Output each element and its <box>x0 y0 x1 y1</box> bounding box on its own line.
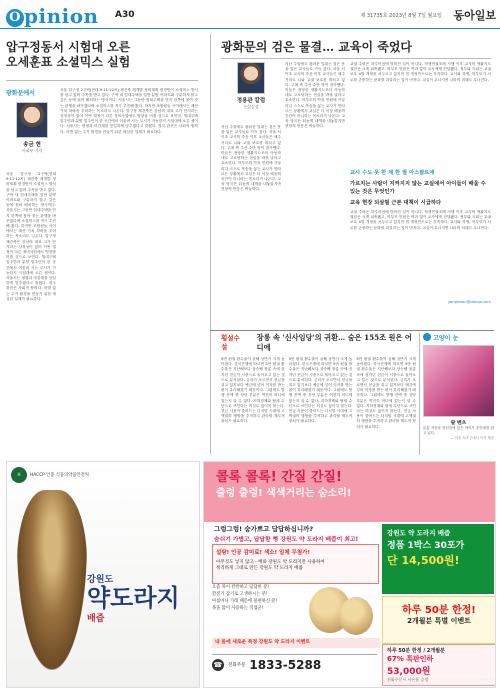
photo-kicker <box>423 333 494 342</box>
ad-headline1: 콜록 콜록! 간질 간질! <box>216 470 342 485</box>
left-divider <box>210 34 211 454</box>
column-body-col2: 지난 주말에도 광화문 일대는 검은 옷을 입은 교사들로 가득 찼다. 서울 서이초 교사의 죽음 이후 교사들은 매주 거리로 나와 교권 보호를 외치고 있다. 주최 측 추산 수만 명이 참가했다. 이들은 정당한 생활지도조차 아동학대로 고소당하는 현실을 바꿔 달라고 호소한다. 학부모의 악성 민원에 시달리다 스스로 목숨을 끊는 교사가 잇따르는 상황에서 교실은 더 이상 배움의 공간이 아니라는 목소리가 나온다. 교육 당국은 뒤늦게 대책을 내놓았지만 현장의 반응은 싸늘하다. <box>285 62 345 129</box>
bottom-left-body-wrap <box>221 357 416 455</box>
ad-green-price: 단 14,500원! <box>387 554 460 567</box>
bottom-right-photo-article <box>423 333 494 455</box>
column-body-right <box>350 62 491 325</box>
column-email: yongkwan@donga.com <box>447 300 491 304</box>
ad-left-line2: 약도라지 <box>87 583 180 612</box>
ad-offer-note: 전화주문시 사은품 증정 <box>387 677 429 682</box>
ad-event-band: 내 몸에 새로운 특정 강원도 약 도라지 이벤트 <box>212 638 380 648</box>
ad-check4: 목을 많이 사용하는 직업군! <box>212 606 264 611</box>
ad-offer-price2: 53,000원 <box>387 667 431 677</box>
photo-caption: 분홍 자동차 장난감에 앉은 아이가 운전대를 잡고 있다. <box>423 426 494 436</box>
ad-box-title: 설탕! 인공 감미료! 색소! 일체 무첨가! <box>216 550 310 556</box>
ad-left-brand <box>87 572 180 624</box>
ad-check3: 아침마다 가래 때문에 불편하신 분! <box>212 599 278 604</box>
column-subhead1: 교사 수도 못 한 채 한 필 아스팔트에 <box>350 170 435 176</box>
haccp-icon: H <box>11 467 27 483</box>
reporter-role: 사회부 기자 <box>21 148 43 153</box>
newspaper-brand: 동아일보 <box>453 9 496 22</box>
section-logo-text: pinion <box>24 4 99 28</box>
ad-no-additive-box <box>212 544 379 584</box>
column-headline-rule <box>221 58 491 59</box>
ad-phone-label: 전화주문 <box>228 663 246 668</box>
ad-banner <box>204 462 495 522</box>
left-headline-line2: 오세훈표 소셜믹스 실험 <box>6 55 131 69</box>
page-number: A30 <box>115 10 135 20</box>
ad-offer-label: 하루 50분 한정 / 2개월분 <box>387 648 445 654</box>
left-headline-line1: 압구정동서 시험대 오른 <box>6 40 131 54</box>
column-body-col1: 지난 주말에도 광화문 일대는 검은 옷을 입은 교사들로 가득 찼다. 서울 서이초 교사의 죽음 이후 교사들은 매주 거리로 나와 교권 보호를 외치고 있다. 주최 측 추산 수만 명이 참가했다. 이들은 정당한 생활지도조차 아동학대로 고소당하는 현실을 바꿔 달라고 호소한다. 학부모의 악성 민원에 시달리다 스스로 목숨을 끊는 교사가 잇따르는 상황에서 교실은 더 이상 배움의 공간이 아니라는 목소리가 나온다. 교육 당국은 뒤늦게 대책을 내놓았지만 현장의 반응은 싸늘하다. <box>221 125 281 192</box>
ad-green-title: 강원도 약 도라지 배즙 <box>387 529 451 537</box>
ad-green-line1: 정품 1박스 30포가 <box>387 541 465 551</box>
toy-car-photo <box>423 345 494 417</box>
ad-yellow-title: 하루 50분 한정! <box>402 605 476 616</box>
ad-left-line1: 강원도 <box>87 575 114 585</box>
bottom-left-article <box>221 333 416 455</box>
ad-line1: 그렁그렁! 숨가쁘고 답답하십니까? <box>214 525 314 533</box>
left-byline <box>6 88 58 168</box>
bottom-left-body-col2: 5만 원권 환수율이 올해 상반기 크게 높아졌다. 한국은행에 따르면 5만 원권 환수율은 지난해보다 상승해 장롱 속에 잠자던 현금이 시중으로 돌아오고 있는 것으로 분석된다. 금리가 오르면서 현금을 쥐고 있기보다 예금에 넣어 이자를 받는 편이 유리해졌기 때문이다. 그럼에도 발행 잔액 중 상당 부분은 여전히 어디에 있는지 알 수 없다. 지하경제와 탈세 수단으로 쓰인다는 의심도 끊이지 않는다. 현금 사용이 줄어드는 디지털 시대에 고액권의 행방을 추적하고 관리할 제도적 장치가 필요하다. <box>288 357 353 424</box>
ad-line2: 숨쉬기 가볍고, 답답함 뻥 강원도 약 도라지 배즙이 최고! <box>214 537 359 543</box>
bottom-right-divider <box>419 333 420 455</box>
ad-left-line3: 배즙 <box>87 614 105 624</box>
column-subhead2: 가르치는 사람이 지켜지지 않는 교실에서 아이들이 배울 수 있는 것은 무엇인가 <box>350 181 486 195</box>
ad-headline2: 출렁 출렁! 색색거리는 숨소리! <box>216 488 352 499</box>
photo-kicker-label: 고양이 눈 <box>433 335 459 342</box>
ad-check1: 요즘 목이 칼칼하고 답답한 분! <box>212 585 269 590</box>
ad-phone-number[interactable]: 1833-5288 <box>249 658 322 672</box>
ad-box-text1: 아무것도 넣지 않고 - 배와 강원도 약 도라지만 사용하여 <box>216 560 325 565</box>
left-body-col0: 서울 압구정 2구역(현대 9·11·12차) 재건축 재개발 정비계획 변경안이 소셜믹스 방식을 담고 있어 주목을 받고 있다. 구역 내 임대주택을 일반 분양 아파트와 구분하지 않고 같은 동에 섞어 배치하는 방식이다. 서울시는 그동안 임대주택을 단지 한쪽에 몰아 짓는 관행을 바꾸겠다며 소셜믹스를 적극 추진해 왔다. 하지만 조합원들 사이에서는 재산 가치 하락을 우려하는 목소리도 나온다. 압구정 재건축은 강남의 대표 고가 단지라는 상징성이 있어 이번 결정이 다른 정비사업에도 영향을 미칠 것으로 보인다. 임대주택 입주민과 분양 입주민이 한 공간에서 어울려 사는 도시가 가능한지 시험대에 오른 셈이다. 서울시는 평형과 마감재를 동일하게 맞추겠다고 밝혔다. 결국 관건은 사회적 합의다. 차별 없는 주거 환경을 만들기 위한 세심한 설계가 필요하다. <box>6 172 56 301</box>
column-body-col4: 교권 추락은 하루아침에 벌어진 일이 아니다. 학생인권조례 시행 이후 교사의 생활지도 권한은 크게 위축됐고, 학부모 민원은 여과 없이 교사에게 전달됐다. 정부와 국회는 교권 보호 4법 개정을 서두르고 있지만 법 개정만으로는 부족하다. 교사와 학생, 학부모가 서로를 존중하는 문화를 되살리는 일이 먼저다. 교실이 무너지면 나라의 미래도 무너진다. <box>350 210 491 230</box>
ad-right-promo <box>203 461 496 688</box>
reporter-name: 송금 현 <box>23 142 41 148</box>
ad-limited-box <box>382 596 496 644</box>
section-logo-initial: O <box>6 9 24 27</box>
dorayi-root-image <box>17 490 87 670</box>
column-body-col3: 교권 추락은 하루아침에 벌어진 일이 아니다. 학생인권조례 시행 이후 교사의 생활지도 권한은 크게 위축됐고, 학부모 민원은 여과 없이 교사에게 전달됐다. 정부와 국회는 교권 보호 4법 개정을 서두르고 있지만 법 개정만으로는 부족하다. 교사와 학생, 학부모가 서로를 존중하는 문화를 되살리는 일이 먼저다. 교실이 무너지면 나라의 미래도 무너진다. <box>350 62 491 82</box>
bottom-left-kicker: 횡설수설 <box>221 334 240 351</box>
section-logo <box>6 4 99 28</box>
left-kicker: 광화문에서 <box>6 90 35 97</box>
column-subhead3: 교육 현장 되살릴 근본 대책이 시급하다 <box>350 200 442 206</box>
bottom-left-headline: 장롱 속 '신사임당'의 귀환… 숨은 155조 원은 어디에 <box>256 333 412 352</box>
ad-box-text2: 정직하게 그대로 만든 강원도 약 도라지 배즙 <box>216 566 303 571</box>
cat-eye-icon <box>423 333 431 341</box>
photo-credit: — 서울 서초구에서 독자 제공 <box>450 436 494 441</box>
header-rule <box>0 28 500 29</box>
left-headline <box>6 40 206 70</box>
phone-icon: ☎ <box>213 661 223 669</box>
ad-offer-price1: 67% 특판인하 <box>387 655 434 663</box>
column-byline <box>221 62 281 122</box>
pear-image-2 <box>339 597 373 635</box>
ad-phone-area <box>212 654 377 683</box>
left-body-col1: 서울 압구정 2구역(현대 9·11·12차) 재건축 재개발 정비계획 변경안이 소셜믹스 방식을 담고 있어 주목을 받고 있다. 구역 내 임대주택을 일반 분양 아파트와 구분하지 않고 같은 동에 섞어 배치하는 방식이다. 서울시는 그동안 임대주택을 단지 한쪽에 몰아 짓는 관행을 바꾸겠다며 소셜믹스를 적극 추진해 왔다. 하지만 조합원들 사이에서는 재산 가치 하락을 우려하는 목소리도 나온다. 압구정 재건축은 강남의 대표 고가 단지라는 상징성이 있어 이번 결정이 다른 정비사업에도 영향을 미칠 것으로 보인다. 임대주택 입주민과 분양 입주민이 한 공간에서 어울려 사는 도시가 가능한지 시험대에 오른 셈이다. 서울시는 평형과 마감재를 동일하게 맞추겠다고 밝혔다. 결국 관건은 사회적 합의다. 차별 없는 주거 환경을 만들기 위한 세심한 설계가 필요하다. <box>60 88 198 134</box>
columnist-role: 논설실장 <box>243 104 259 109</box>
issue-meta: 제 31735호 2023년 8월 7일 월요일 <box>360 13 442 19</box>
haccp-text: HACCP 인증 식품의약품안전처 <box>30 473 89 478</box>
reporter-photo <box>16 102 48 138</box>
bottom-left-body-col1: 5만 원권 환수율이 올해 상반기 크게 높아졌다. 한국은행에 따르면 5만 원권 환수율은 지난해보다 상승해 장롱 속에 잠자던 현금이 시중으로 돌아오고 있는 것으로 분석된다. 금리가 오르면서 현금을 쥐고 있기보다 예금에 넣어 이자를 받는 편이 유리해졌기 때문이다. 그럼에도 발행 잔액 중 상당 부분은 여전히 어디에 있는지 알 수 없다. 지하경제와 탈세 수단으로 쓰인다는 의심도 끊이지 않는다. 현금 사용이 줄어드는 디지털 시대에 고액권의 행방을 추적하고 관리할 제도적 장치가 필요하다. <box>221 357 285 424</box>
ad-offer-box <box>382 644 496 686</box>
column-label: 정용관 칼럼 <box>236 98 266 104</box>
ad-phone-row <box>212 655 377 672</box>
ad-yellow-sub: 2개월분 특별 이벤트 <box>407 617 471 625</box>
columnist-photo <box>237 62 265 94</box>
left-headline-rule <box>6 80 198 81</box>
haccp-badge <box>11 467 89 483</box>
ad-check2: 환절기 감기로 고생하시는 분! <box>212 592 268 597</box>
column-headline: 광화문의 검은 물결… 교육이 죽었다 <box>221 40 413 54</box>
ad-price-box <box>382 524 494 594</box>
bottom-left-body-col3: 5만 원권 환수율이 올해 상반기 크게 높아졌다. 한국은행에 따르면 5만 원권 환수율은 지난해보다 상승해 장롱 속에 잠자던 현금이 시중으로 돌아오고 있는 것으로 분석된다. 금리가 오르면서 현금을 쥐고 있기보다 예금에 넣어 이자를 받는 편이 유리해졌기 때문이다. 그럼에도 발행 잔액 중 상당 부분은 여전히 어디에 있는지 알 수 없다. 지하경제와 탈세 수단으로 쓰인다는 의심도 끊이지 않는다. 현금 사용이 줄어드는 디지털 시대에 고액권의 행방을 추적하고 관리할 제도적 장치가 필요하다. <box>356 357 416 429</box>
bottom-section-rule <box>210 330 494 331</box>
bottom-left-header <box>221 333 416 353</box>
ad-checklist <box>212 584 302 634</box>
ad-left-product <box>6 461 200 688</box>
photo-caption-title: 팔 벤츠 <box>450 421 467 426</box>
